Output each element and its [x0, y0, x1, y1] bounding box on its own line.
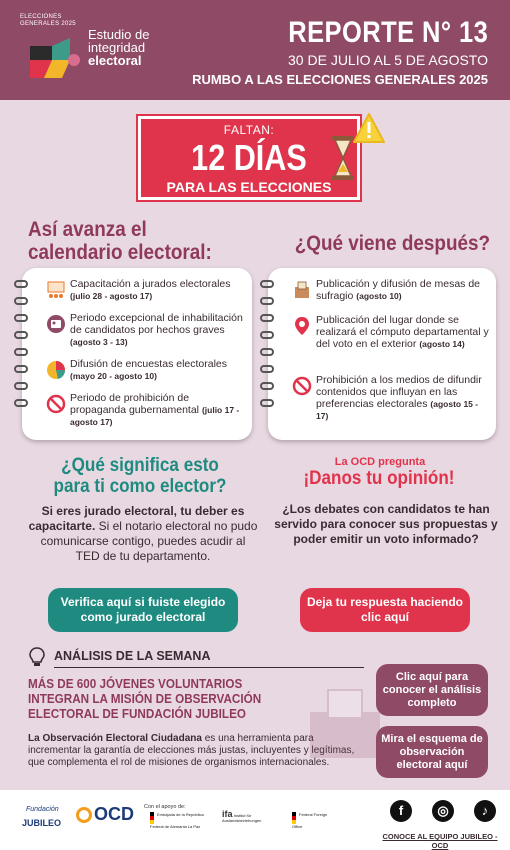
logo-small-text: ELECCIONES GENERALES 2025: [20, 14, 76, 27]
calendar-card: [22, 268, 252, 440]
next-card: [268, 268, 496, 440]
german-flag-icon: [292, 812, 296, 824]
sponsor2-text: Institut für Auslandsbeziehungen: [222, 813, 262, 823]
next-item: [292, 374, 490, 422]
logo-line2: integridad: [88, 40, 146, 55]
elector-bold-text: Si eres jurado electoral, tu deber es capacitarte.: [28, 504, 245, 533]
item-date: (agosto 14): [419, 339, 465, 349]
item-text: Capacitación a jurados electorales: [70, 278, 231, 290]
elector-text: [28, 504, 258, 564]
map-pin-icon: [292, 316, 312, 336]
sponsor3-text: Federal Foreign Office: [292, 812, 328, 829]
ocd-logo: [76, 804, 134, 825]
notebook-rings: [14, 280, 30, 416]
team-link[interactable]: CONOCE AL EQUIPO JUBILEO - OCD: [382, 832, 498, 850]
item-date: (mayo 20 - agosto 10): [70, 371, 157, 381]
tiktok-icon[interactable]: ♪: [474, 800, 496, 822]
report-title: REPORTE N° 13: [288, 16, 488, 49]
ifa-logo: ifa: [222, 809, 233, 819]
header: [0, 0, 510, 100]
instagram-icon[interactable]: ◎: [432, 800, 454, 822]
calendar-item: [46, 278, 246, 302]
next-item: [292, 278, 490, 302]
logo-line1: Estudio de: [88, 27, 150, 42]
opinion-kicker: La OCD pregunta: [334, 456, 426, 468]
sponsor1-text: Embajada de la República Federal de Alemania La Paz: [150, 812, 204, 829]
observation-scheme-button[interactable]: Mira el esquema de observación electoral aquí: [376, 726, 488, 778]
verify-juror-button[interactable]: Verifica aquí si fuiste elegido como jurado electoral: [48, 588, 238, 632]
prohibited-icon: [292, 376, 312, 396]
item-text: Periodo de prohibición de propaganda gubernamental: [70, 392, 200, 416]
calendar-item: [46, 312, 246, 348]
sponsor-ifa: [222, 809, 280, 830]
item-date: (julio 17 - agosto 17): [70, 405, 240, 427]
fj-logo-top: Fundación: [26, 806, 59, 813]
opinion-title: ¡Danos tu opinión!: [303, 468, 455, 489]
training-icon: [46, 280, 66, 300]
sponsor-foreign-office: [292, 812, 332, 830]
item-date: (julio 28 - agosto 17): [70, 291, 153, 301]
analysis-section-title: ANÁLISIS DE LA SEMANA: [54, 649, 211, 663]
notebook-rings: [260, 280, 276, 416]
item-text: Periodo excepcional de inhabilitación de candidatos por hechos graves: [70, 312, 243, 336]
analysis-headline: MÁS DE 600 JÓVENES VOLUNTARIOS INTEGRAN LA MISIÓN DE OBSERVACIÓN ELECTORAL DE FUNDACIÓN JUBILEO: [28, 676, 262, 721]
full-analysis-button[interactable]: Clic aquí para conocer el análisis completo: [376, 664, 488, 716]
poll-chart-icon: [46, 360, 66, 380]
opinion-question: ¿Los debates con candidatos te han servido para conocer sus propuestas y poder emitir un voto informado?: [274, 502, 498, 546]
item-date: (agosto 15 - 17): [316, 399, 479, 421]
id-card-icon: [46, 314, 66, 334]
calendar-title-line2: calendario electoral:: [28, 241, 212, 264]
next-title: ¿Qué viene después?: [294, 232, 490, 255]
ocd-circle-icon: [76, 807, 92, 823]
sponsor-germany-embassy: [150, 812, 208, 830]
countdown-days: 12 DÍAS: [191, 137, 307, 178]
elector-body-text: Si el notario electoral no pudo comunicarse contigo, puedes acudir al TED de tu departamento.: [40, 519, 258, 563]
calendar-title-line1: Así avanza el: [28, 218, 147, 241]
next-item: [292, 314, 490, 350]
countdown-sub: PARA LAS ELECCIONES: [166, 179, 332, 195]
calendar-item: [46, 392, 246, 428]
prohibited-icon: [46, 394, 66, 414]
german-flag-icon: [150, 812, 154, 824]
logo-line3: electoral: [88, 53, 142, 68]
countdown-box: [138, 116, 360, 200]
item-date: (agosto 3 - 13): [70, 337, 128, 347]
item-date: (agosto 10): [356, 291, 402, 301]
alert-icon: [352, 112, 386, 144]
logo-text: [88, 28, 149, 67]
item-text: Publicación del lugar donde se realizará el cómputo departamental y del voto en el exterior: [316, 314, 489, 350]
analysis-body-text: es una herramienta para incrementar la garantía de elecciones más justas, incluyentes y legítimas, que complementa el rol de misiones de organismos internacionales.: [28, 733, 355, 768]
item-text: Prohibición a los medios de difundir contenidos que influyan en las preferencias electorales: [316, 374, 482, 410]
report-subtitle: RUMBO A LAS ELECCIONES GENERALES 2025: [192, 72, 488, 87]
report-dates: 30 DE JULIO AL 5 DE AGOSTO: [288, 52, 488, 68]
calendar-title: [28, 218, 212, 264]
fundacion-jubileo-logo: [16, 800, 72, 836]
facebook-icon[interactable]: f: [390, 800, 412, 822]
support-label: Con el apoyo de:: [144, 804, 186, 810]
answer-button[interactable]: Deja tu respuesta haciendo clic aquí: [300, 588, 470, 632]
analysis-body-bold: La Observación Electoral Ciudadana: [28, 733, 202, 744]
election-logo-icon: [22, 20, 86, 80]
item-text: Difusión de encuestas electorales: [70, 358, 228, 370]
item-text: Publicación y difusión de mesas de sufragio: [316, 278, 481, 302]
fj-logo-name: JUBILEO: [22, 818, 62, 828]
analysis-divider: [54, 667, 364, 668]
lightbulb-icon: [28, 646, 46, 668]
ocd-logo-text: OCD: [94, 804, 134, 824]
calendar-item: [46, 358, 246, 382]
elector-title: ¿Qué significa esto para ti como elector?: [53, 455, 227, 497]
ballot-box-icon: [292, 280, 312, 300]
countdown-label: FALTAN:: [223, 123, 275, 137]
